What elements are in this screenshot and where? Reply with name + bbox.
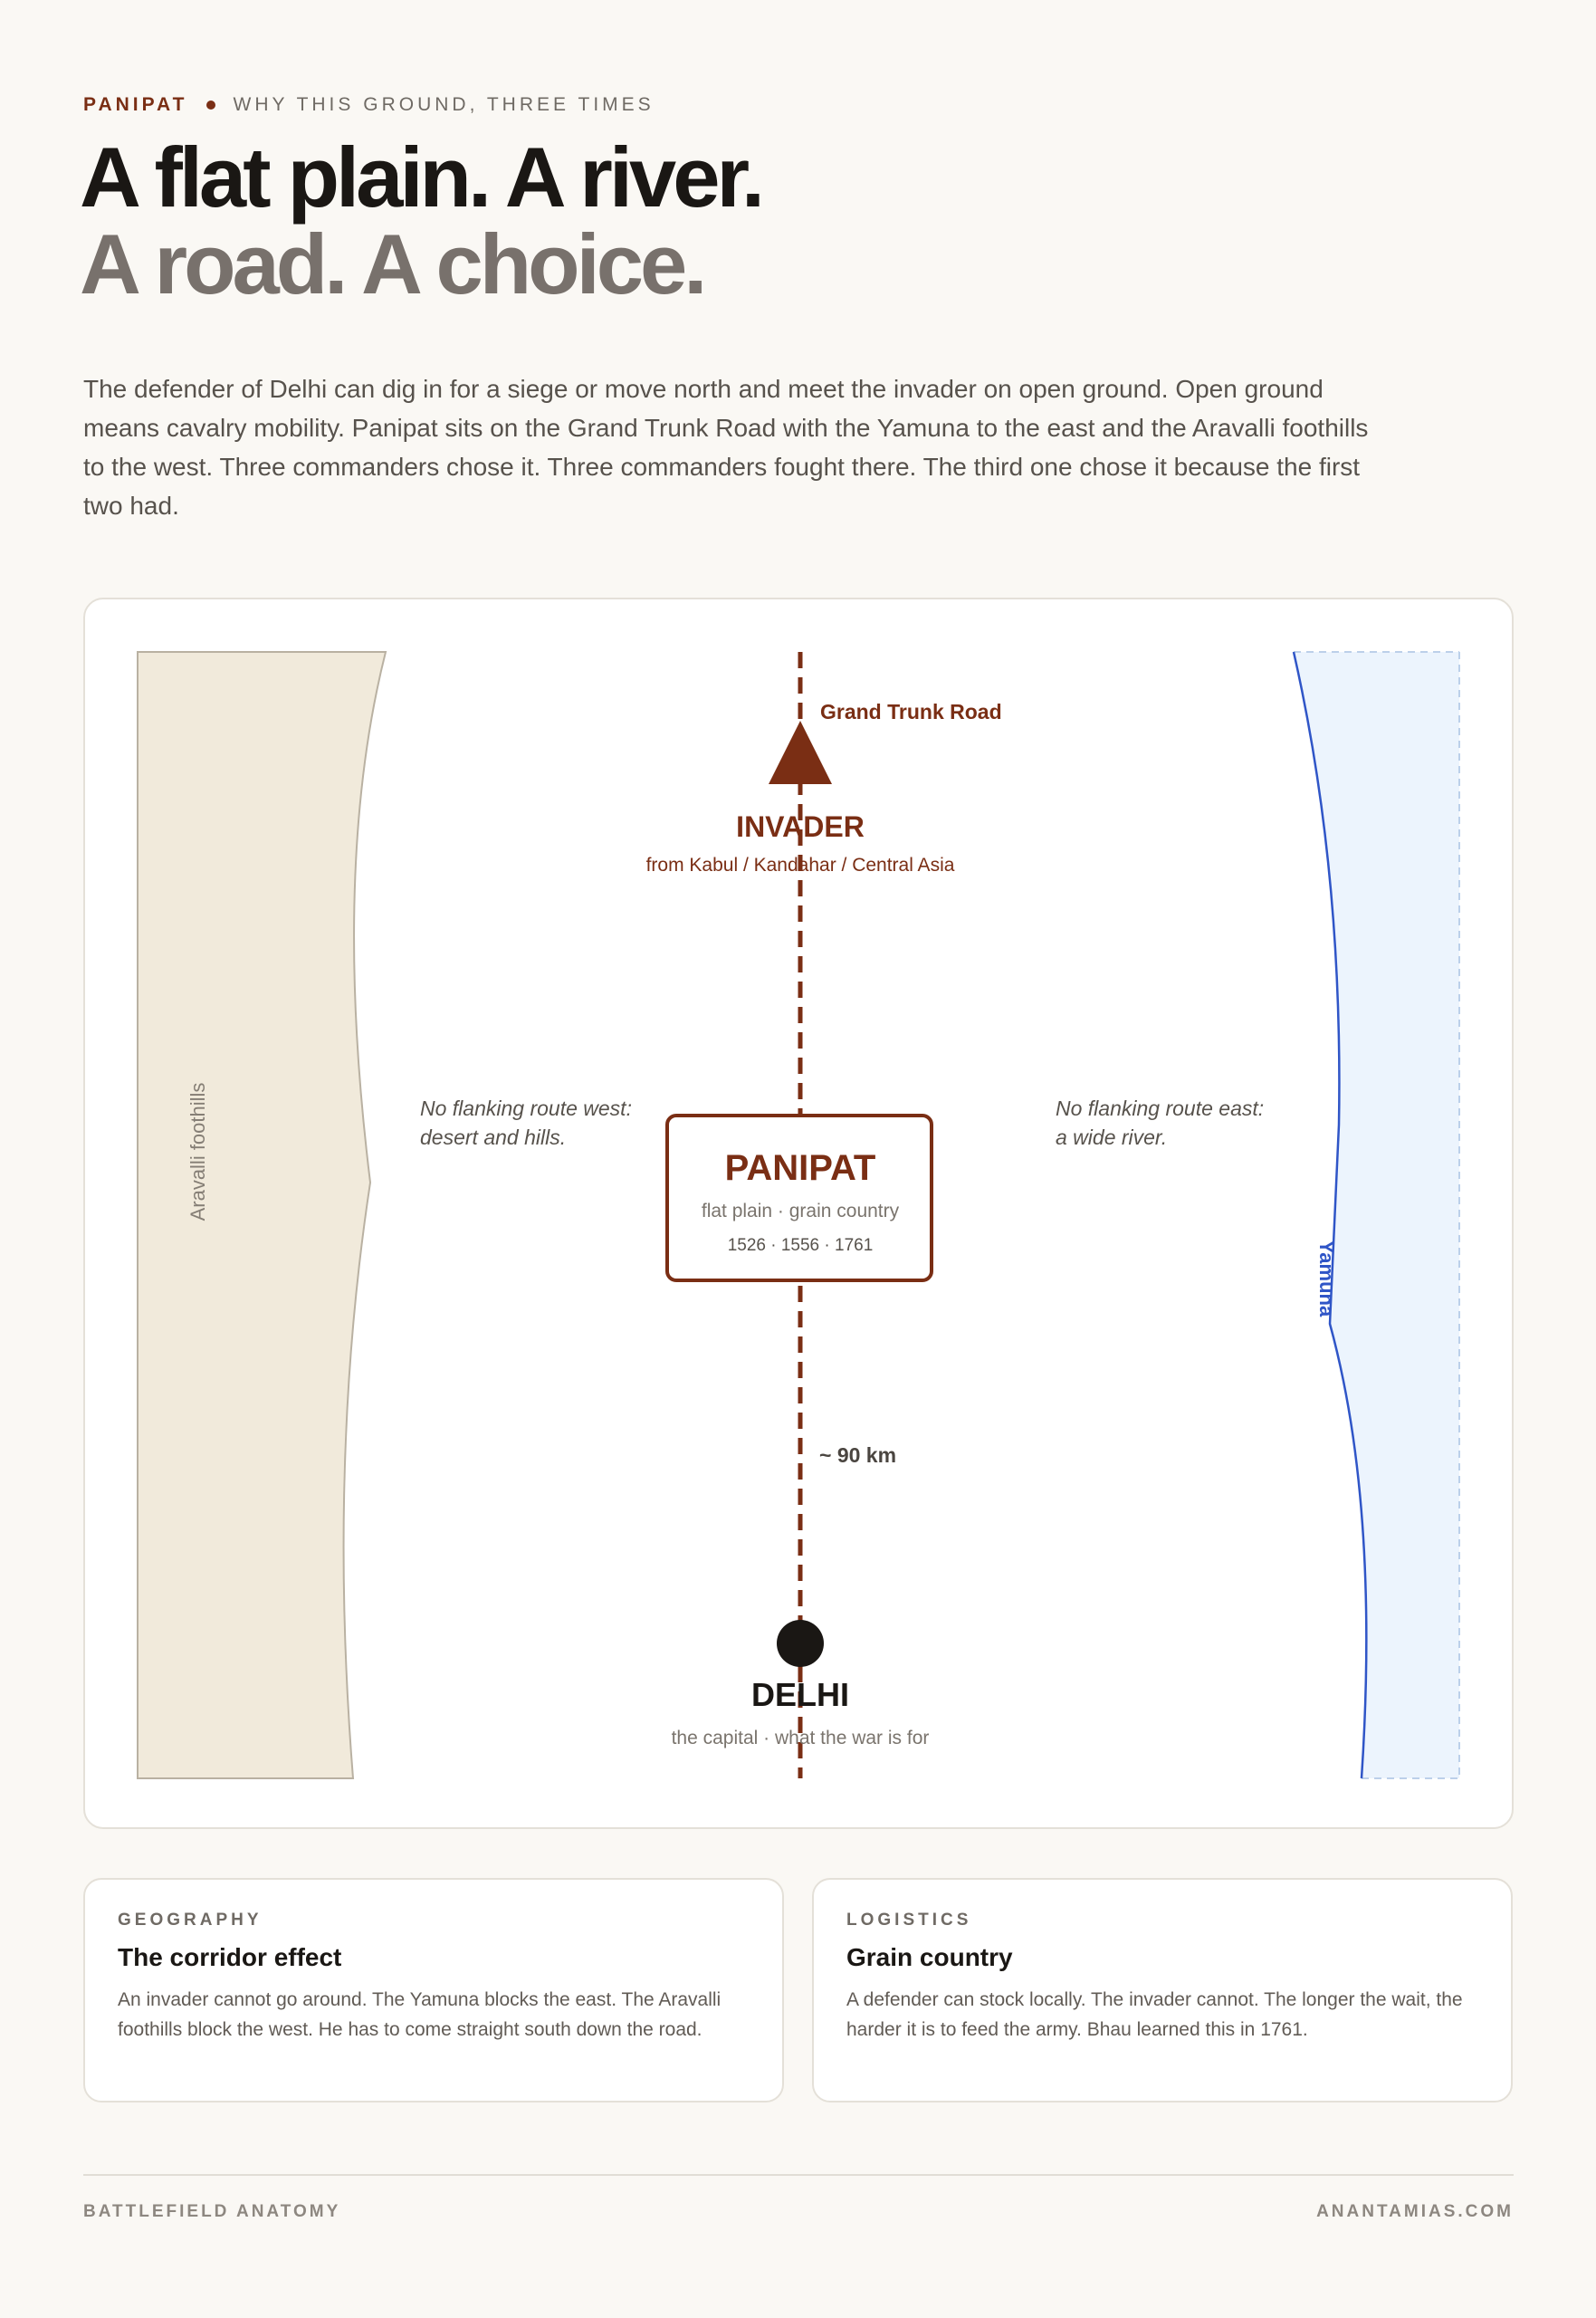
intro-paragraph: The defender of Delhi can dig in for a siege or move north and meet the invader on open ground. Open ground means cavalry mobility. Panipat sits on the Grand Trunk Road with the Yamuna to the east and the Aravalli foothills to the west. Three commanders chose it. Three commanders fought there. The third one chose it because the first two had. <box>83 375 1369 520</box>
panipat-description: flat plain · grain country <box>701 1201 900 1221</box>
delhi-description: the capital · what the war is for <box>671 1728 930 1748</box>
invader-origin: from Kabul / Kandahar / Central Asia <box>645 855 955 876</box>
title-line-2: A road. A choice. <box>80 216 704 311</box>
aravalli-hills-region <box>138 652 386 1778</box>
logistics-body: A defender can stock locally. The invader cannot. The longer the wait, the harder it is to feed the army. Bhau learned this in 1761. <box>846 1989 1463 2040</box>
west-note-line-2: desert and hills. <box>420 1125 567 1149</box>
logistics-card <box>812 1878 1513 2102</box>
logistics-kicker: LOGISTICS <box>846 1911 972 1930</box>
yamuna-river-label: Yamuna <box>1315 1240 1338 1317</box>
delhi-marker-icon <box>777 1620 824 1667</box>
panipat-box <box>667 1116 932 1280</box>
title-line-1: A flat plain. A river. <box>80 129 761 225</box>
footer-right: ANANTAMIAS.COM <box>1316 2202 1514 2221</box>
distance-label: ~ 90 km <box>819 1443 897 1467</box>
footer-divider <box>83 2174 1514 2176</box>
delhi-label: DELHI <box>751 1676 849 1713</box>
road-label: Grand Trunk Road <box>820 700 1002 723</box>
eyebrow-dot <box>206 101 215 110</box>
aravalli-hills-label: Aravalli foothills <box>186 1082 209 1221</box>
yamuna-river-region <box>1294 652 1459 1778</box>
invader-label: INVADER <box>736 810 865 843</box>
geography-card <box>83 1878 784 2102</box>
east-note-line-2: a wide river. <box>1056 1125 1168 1149</box>
invader-arrow-icon <box>769 721 832 784</box>
panipat-battle-years: 1526 · 1556 · 1761 <box>727 1236 874 1255</box>
panipat-label: PANIPAT <box>724 1148 876 1188</box>
logistics-heading: Grain country <box>846 1943 1013 1971</box>
page-title <box>80 129 761 311</box>
geography-heading: The corridor effect <box>118 1943 342 1971</box>
east-note-line-1: No flanking route east: <box>1056 1097 1265 1120</box>
footer-left: BATTLEFIELD ANATOMY <box>83 2202 341 2221</box>
eyebrow-subtitle: WHY THIS GROUND, THREE TIMES <box>233 94 655 115</box>
eyebrow <box>83 94 655 116</box>
map-card <box>83 598 1514 1829</box>
corridor-map <box>85 599 1514 1829</box>
west-note-line-1: No flanking route west: <box>420 1097 632 1120</box>
eyebrow-brand: PANIPAT <box>83 94 188 115</box>
geography-body: An invader cannot go around. The Yamuna blocks the east. The Aravalli foothills block the west. He has to come straight south down the road. <box>118 1989 722 2040</box>
geography-kicker: GEOGRAPHY <box>118 1911 263 1930</box>
